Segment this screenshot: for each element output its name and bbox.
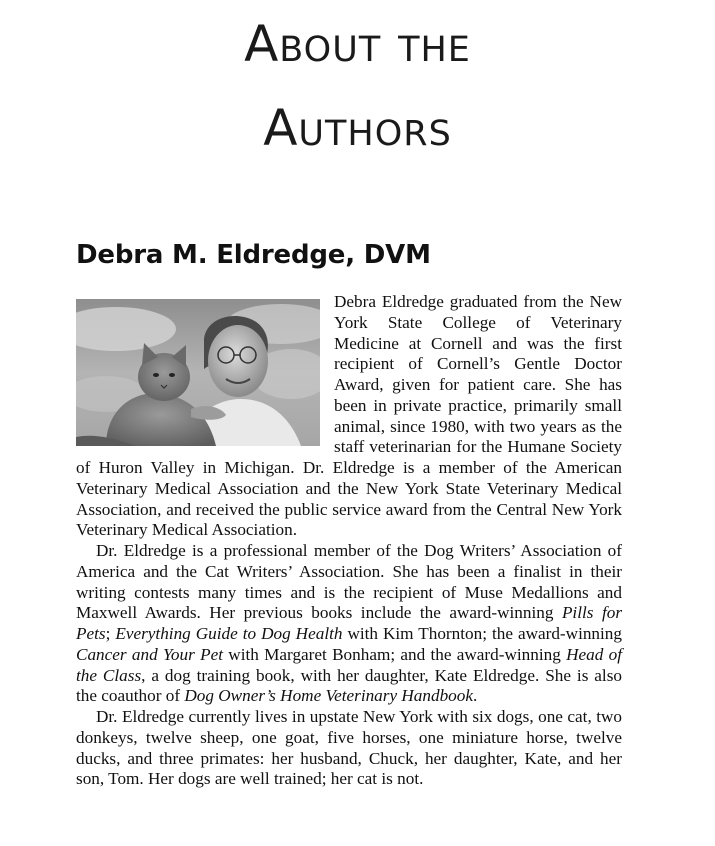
book-title-dog-owners-handbook: Dog Owner’s Home Veterinary Handbook: [184, 686, 473, 706]
author-with-cat-photo: [76, 299, 320, 446]
book-title-pills-for-pets: Pills for Pets: [76, 603, 623, 643]
bio-p2-text-b: ;: [105, 624, 116, 643]
book-title-everything-guide: Everything Guide to Dog Health: [115, 624, 343, 643]
author-bio: [76, 292, 622, 790]
book-title-cancer-and-your-pet: Cancer and Your Pet: [76, 644, 223, 664]
bio-p2-text-e: , a dog training book, with her daughter, Kate Eldredge. She is also the coauthor of: [76, 665, 622, 706]
book-title-head-of-the-class: Head of the Class: [76, 644, 622, 685]
bio-paragraph-3: Dr. Eldredge currently lives in upstate New York with six dogs, one cat, two donkeys, twelve sheep, one goat, five horses, one miniature horse, twelve ducks, and three primates: her husband, Chuck, her daughter, Kate, and her son, Tom. Her dogs are well trained; her cat is not.: [76, 707, 622, 789]
page-title-line-1: About the: [244, 15, 471, 73]
page-title-line-2: Authors: [263, 99, 452, 157]
bio-p2-text-d: with Margaret Bonham; and the award-winning: [223, 644, 567, 664]
bio-p2-text-f: .: [473, 686, 478, 706]
bio-paragraph-1: Debra Eldredge graduated from the New York State College of Veterinary Medicine at Cornell and was the first recipient of Cornell’s Gentle Doctor Award, given for patient care. She has been in private practice, primarily small animal, since 1980, with two years as the staff veterinarian for the Humane Society of Huron Valley in Michigan. Dr. Eldredge is a member of the American Veterinary Medical Association and the New York State Veterinary Medical Association, and received the public service award from the Central New York Veterinary Medical Association.: [76, 292, 622, 540]
author-photo: [76, 299, 320, 446]
bio-paragraph-2: [76, 541, 622, 707]
bio-p2-text-a: Dr. Eldredge is a professional member of the Dog Writers’ Association of America and the Cat Writers’ Association. She has been a finalist in their writing contests many times and is the recipient of Muse Medallions and Maxwell Awards. Her previous books include the award-winning: [76, 541, 622, 623]
page-title: [0, 2, 715, 170]
bio-p2-text-c: with Kim Thornton; the award-winning: [342, 624, 622, 643]
author-name: Debra M. Eldredge, DVM: [76, 240, 431, 270]
